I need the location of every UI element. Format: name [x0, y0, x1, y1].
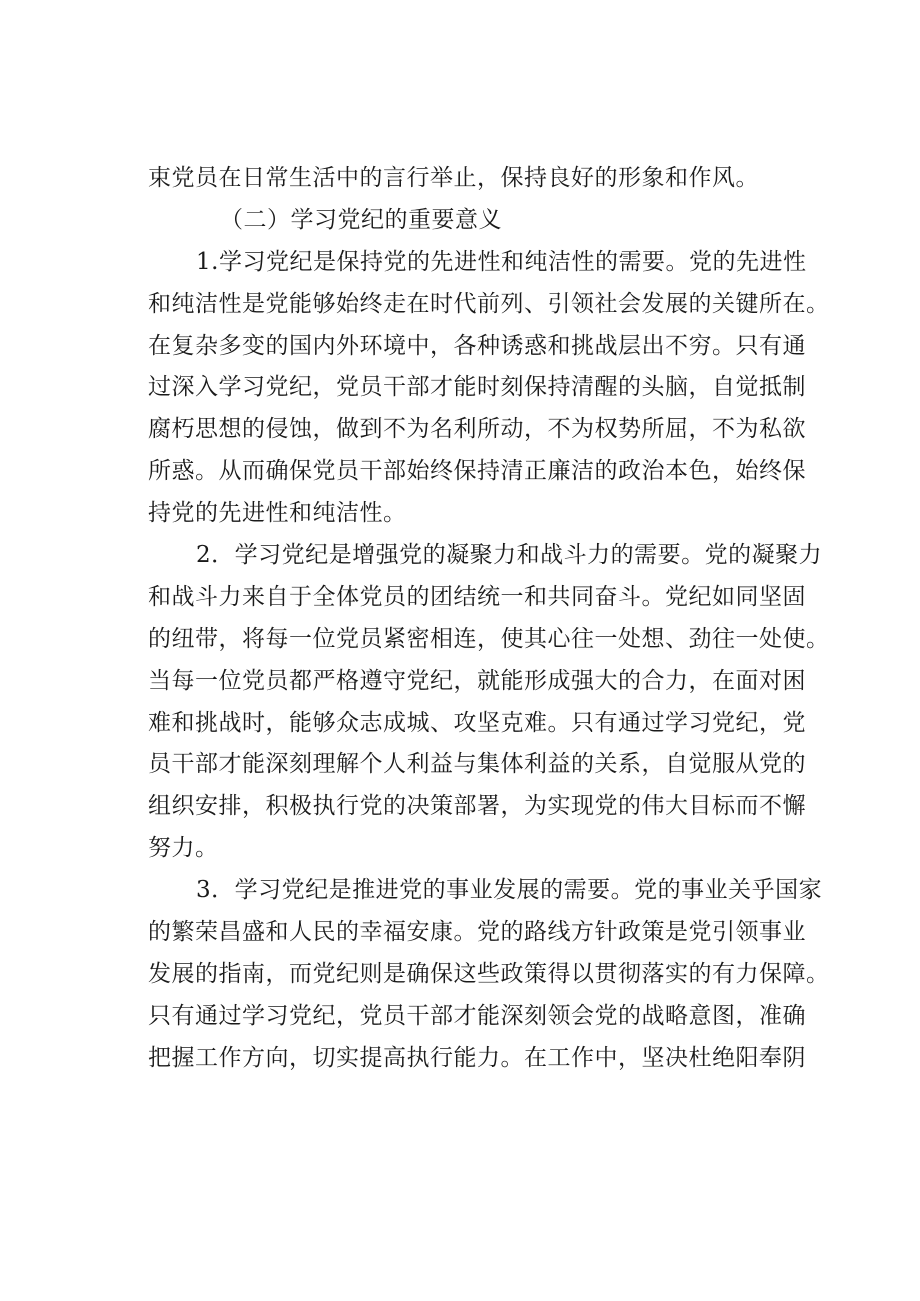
paragraph-1-line: 和纯洁性是党能够始终走在时代前列、引领社会发展的关键所在。 [148, 290, 830, 317]
paragraph-2-line: 和战斗力来自于全体党员的团结统一和共同奋斗。党纪如同坚固 [148, 583, 806, 610]
paragraph-3-line: 发展的指南，而党纪则是确保这些政策得以贯彻落实的有力保障。 [148, 960, 830, 987]
paragraph-1-line: 腐朽思想的侵蚀，做到不为名利所动，不为权势所屈，不为私欲 [148, 416, 806, 443]
document-body [148, 158, 830, 1080]
paragraph-1-line: 所惑。从而确保党员干部始终保持清正廉洁的政治本色，始终保 [148, 458, 806, 485]
paragraph-2-line: 当每一位党员都严格遵守党纪，就能形成强大的合力，在面对困 [148, 667, 806, 694]
body-line: 束党员在日常生活中的言行举止，保持良好的形象和作风。 [148, 165, 759, 191]
paragraph-1-line: 1.学习党纪是保持党的先进性和纯洁性的需要。党的先进性 [196, 248, 807, 275]
paragraph-2-line: 组织安排，积极执行党的决策部署，为实现党的伟大目标而不懈 [148, 793, 806, 820]
paragraph-2-line: 难和挑战时，能够众志成城、攻坚克难。只有通过学习党纪，党 [148, 709, 806, 736]
paragraph-3-line: 把握工作方向，切实提高执行能力。在工作中，坚决杜绝阳奉阴 [148, 1044, 806, 1071]
paragraph-2-line: 员干部才能深刻理解个人利益与集体利益的关系，自觉服从党的 [148, 751, 806, 778]
paragraph-3-line: 的繁荣昌盛和人民的幸福安康。党的路线方针政策是党引领事业 [148, 919, 806, 946]
paragraph-2-line: 的纽带，将每一位党员紧密相连，使其心往一处想、劲往一处使。 [148, 625, 830, 652]
paragraph-1-line: 过深入学习党纪，党员干部才能时刻保持清醒的头脑，自觉抵制 [148, 374, 806, 401]
paragraph-2-line: 努力。 [148, 835, 219, 862]
paragraph-1-line: 在复杂多变的国内外环境中，各种诱惑和挑战层出不穷。只有通 [148, 332, 806, 359]
paragraph-1-line: 持党的先进性和纯洁性。 [148, 500, 407, 527]
paragraph-3-line: 只有通过学习党纪，党员干部才能深刻领会党的战略意图，准确 [148, 1002, 806, 1029]
paragraph-3-line: 3．学习党纪是推进党的事业发展的需要。党的事业关乎国家 [196, 877, 823, 904]
paragraph-2-line: 2．学习党纪是增强党的凝聚力和战斗力的需要。党的凝聚力 [196, 542, 823, 569]
section-heading: （二）学习党纪的重要意义 [220, 206, 502, 233]
